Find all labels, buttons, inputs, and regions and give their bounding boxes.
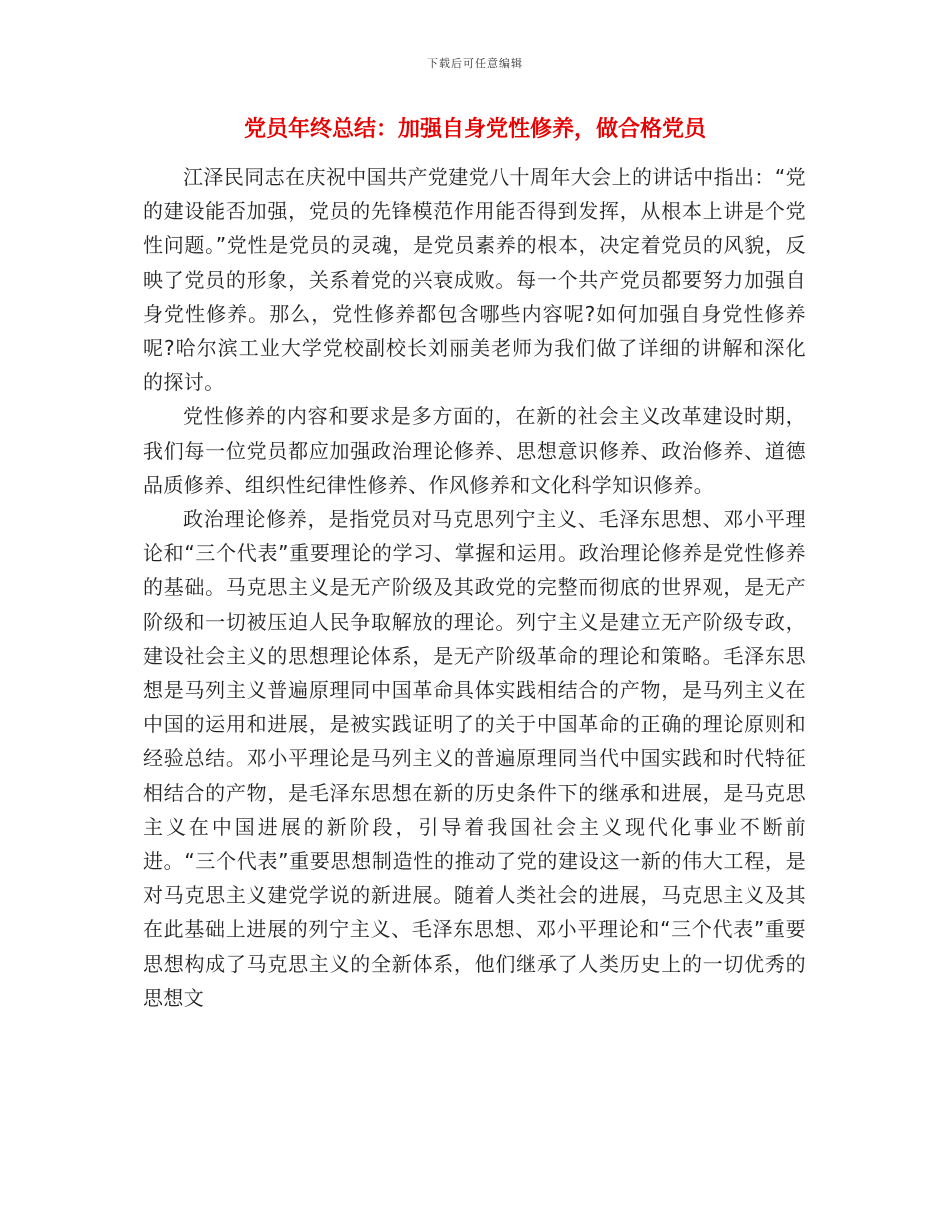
document-body bbox=[143, 160, 806, 1015]
header-note: 下载后可任意编辑 bbox=[427, 57, 523, 70]
paragraph-intro: 江泽民同志在庆祝中国共产党建党八十周年大会上的讲话中指出：“党的建设能否加强，党员的先锋模范作用能否得到发挥，从根本上讲是个党性问题。”党性是党员的灵魂，是党员素养的根本，决定着党员的风貌，反映了党员的形象，关系着党的兴衰成败。每一个共产党员都要努力加强自身党性修养。那么，党性修养都包含哪些内容呢?如何加强自身党性修养呢?哈尔滨工业大学党校副校长刘丽美老师为我们做了详细的讲解和深化的探讨。 bbox=[143, 165, 806, 395]
paragraph-content-requirements: 党性修养的内容和要求是多方面的，在新的社会主义改革建设时期，我们每一位党员都应加强政治理论修养、思想意识修养、政治修养、道德品质修养、组织性纪律性修养、作风修养和文化科学知识修养。 bbox=[143, 404, 806, 497]
paragraph-political-theory: 政治理论修养，是指党员对马克思列宁主义、毛泽东思想、邓小平理论和“三个代表”重要理论的学习、掌握和运用。政治理论修养是党性修养的基础。马克思主义是无产阶级及其政党的完整而彻底的世界观，是无产阶级和一切被压迫人民争取解放的理论。列宁主义是建立无产阶级专政，建设社会主义的思想理论体系，是无产阶级革命的理论和策略。毛泽东思想是马列主义普遍原理同中国革命具体实践相结合的产物，是马列主义在中国的运用和进展，是被实践证明了的关于中国革命的正确的理论原则和经验总结。邓小平理论是马列主义的普遍原理同当代中国实践和时代特征相结合的产物，是毛泽东思想在新的历史条件下的继承和进展，是马克思主义在中国进展的新阶段，引导着我国社会主义现代化事业不断前进。“三个代表”重要思想制造性的推动了党的建设这一新的伟大工程，是对马克思主义建党学说的新进展。随着人类社会的进展，马克思主义及其在此基础上进展的列宁主义、毛泽东思想、邓小平理论和“三个代表”重要思想构成了马克思主义的全新体系，他们继承了人类历史上的一切优秀的思想文 bbox=[143, 507, 806, 1010]
document-title: 党员年终总结：加强自身党性修养，做合格党员 bbox=[243, 117, 706, 142]
